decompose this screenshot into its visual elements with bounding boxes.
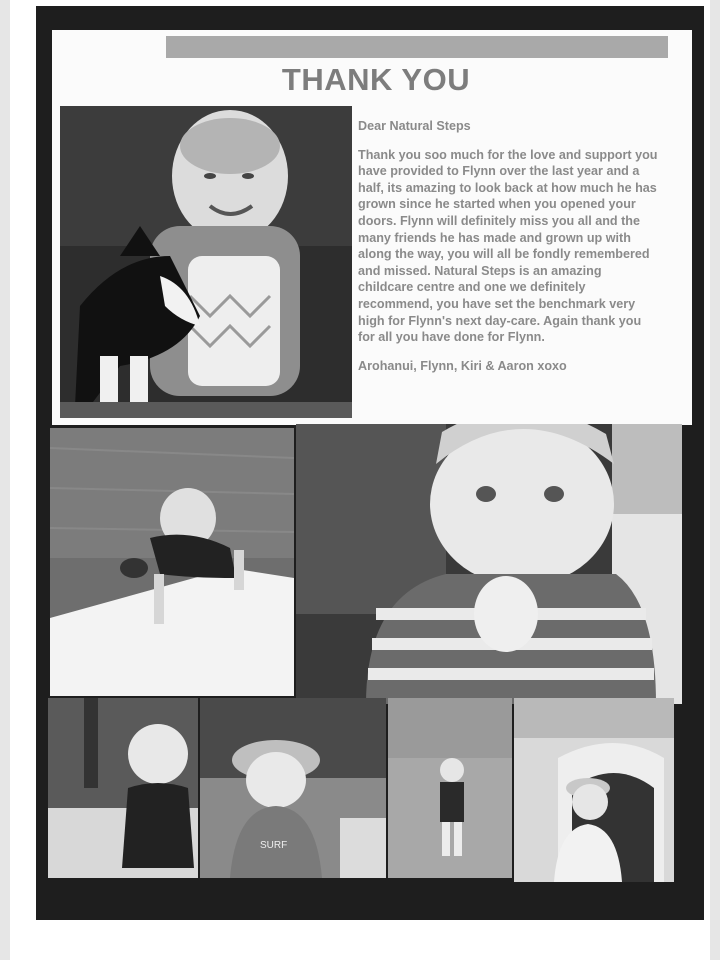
scan-edge-left [0, 0, 10, 960]
page-title: THANK YOU [281, 62, 471, 97]
shirt-print-text: SURF [260, 840, 288, 851]
photo-baby-closeup [296, 424, 682, 704]
photo-toddler-yard-image [388, 698, 512, 878]
photo-baby-closeup-image [296, 424, 682, 704]
photo-toddler-playhouse [514, 698, 674, 882]
scan-edge-right [710, 0, 720, 960]
photo-toddler-sunhat [200, 698, 386, 878]
photo-boy-with-dog [60, 106, 352, 418]
letter-body: Thank you soo much for the love and support you have provided to Flynn over the last year and a half, its amazing to look back at how much he has grown since he started when you opened your doors. Flynn will definitely miss you all and the many friends he has made and grown up with along the way, you will all be fondly remembered and missed. Natural Steps is an amazing childcare centre and one we definitely recommend, you have set the benchmark very high for Flynn's next day-care. Again thank you for all you have done for Flynn. [358, 147, 658, 345]
photo-toddler-indoors-image [48, 698, 198, 878]
photo-toddler-indoors [48, 698, 198, 878]
photo-baby-crawling [50, 428, 294, 696]
letter-signoff: Arohanui, Flynn, Kiri & Aaron xoxo [358, 358, 567, 373]
photo-toddler-sunhat-image [200, 698, 386, 878]
letter-greeting: Dear Natural Steps [358, 119, 471, 133]
photo-toddler-playhouse-image [514, 698, 674, 882]
photo-boy-with-dog-image [60, 106, 352, 418]
photo-toddler-yard [388, 698, 512, 878]
header-bar [166, 36, 668, 58]
thank-you-letter [358, 118, 658, 386]
photo-baby-crawling-image [50, 428, 294, 696]
